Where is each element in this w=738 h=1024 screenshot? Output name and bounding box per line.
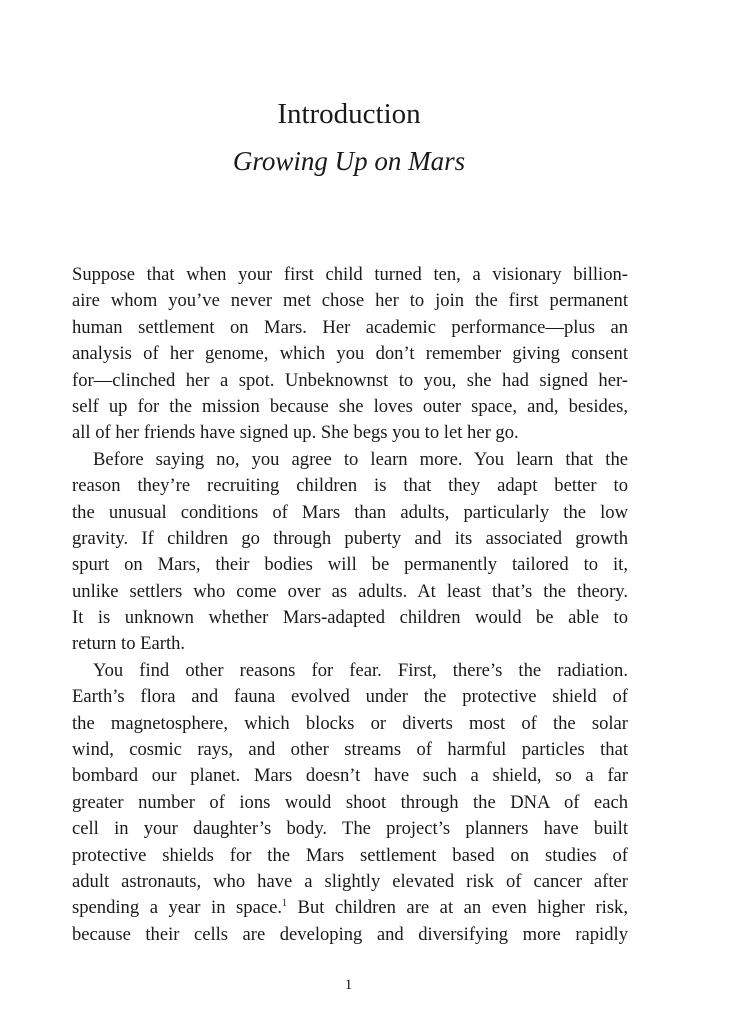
text-line: Suppose that when your first child turned ten, a visionary billion- bbox=[72, 264, 628, 285]
text-line: return to Earth. bbox=[72, 633, 186, 655]
text-line: cell in your daughter’s body. The project’s planners have built bbox=[72, 818, 628, 840]
text-line: You find other reasons for fear. First, there’s the radiation. bbox=[93, 659, 628, 681]
text-line: Before saying no, you agree to learn more. You learn that the bbox=[93, 448, 628, 470]
text-fragment: But children are at an even higher risk, bbox=[287, 897, 628, 919]
text-line: greater number of ions would shoot through the DNA of each bbox=[72, 791, 628, 813]
paragraph-2 bbox=[72, 447, 628, 658]
text-line: human settlement on Mars. Her academic performance—plus an bbox=[72, 316, 628, 338]
page-number: 1 bbox=[344, 977, 354, 993]
text-line: protective shields for the Mars settlement based on studies of bbox=[72, 844, 628, 866]
text-fragment: spending a year in space. bbox=[72, 897, 282, 919]
text-line: aire whom you’ve never met chose her to join the first permanent bbox=[72, 290, 628, 312]
text-line: self up for the mission because she loves outer space, and, besides, bbox=[72, 395, 628, 417]
text-line: all of her friends have signed up. She begs you to let her go. bbox=[72, 422, 519, 444]
text-line: analysis of her genome, which you don’t remember giving consent bbox=[72, 343, 628, 365]
text-line: Earth’s flora and fauna evolved under the protective shield of bbox=[72, 686, 628, 708]
chapter-subtitle: Growing Up on Mars bbox=[232, 146, 466, 176]
text-line: adult astronauts, who have a slightly elevated risk of cancer after bbox=[72, 870, 628, 892]
paragraph-1 bbox=[72, 262, 628, 447]
text-line: unlike settlers who come over as adults. At least that’s the theory. bbox=[72, 580, 628, 602]
text-line: the unusual conditions of Mars than adults, particularly the low bbox=[72, 501, 628, 523]
text-line: spurt on Mars, their bodies will be permanently tailored to it, bbox=[72, 554, 628, 576]
paragraph-3 bbox=[72, 658, 628, 948]
text-line: for—clinched her a spot. Unbeknownst to you, she had signed her- bbox=[72, 369, 628, 391]
text-line: wind, cosmic rays, and other streams of harmful particles that bbox=[72, 739, 628, 761]
text-line: because their cells are developing and diversifying more rapidly bbox=[72, 923, 628, 945]
text-line-with-footnote bbox=[72, 895, 628, 921]
text-line: It is unknown whether Mars-adapted children would be able to bbox=[72, 607, 628, 629]
text-line: the magnetosphere, which blocks or diverts most of the solar bbox=[72, 712, 628, 734]
chapter-title: Introduction bbox=[277, 98, 421, 130]
body-text bbox=[72, 262, 628, 948]
footnote-marker[interactable]: 1 bbox=[282, 898, 287, 910]
text-line: reason they’re recruiting children is that they adapt better to bbox=[72, 475, 628, 497]
text-line: bombard our planet. Mars doesn’t have such a shield, so a far bbox=[72, 765, 628, 787]
text-line: gravity. If children go through puberty and its associated growth bbox=[72, 527, 628, 549]
